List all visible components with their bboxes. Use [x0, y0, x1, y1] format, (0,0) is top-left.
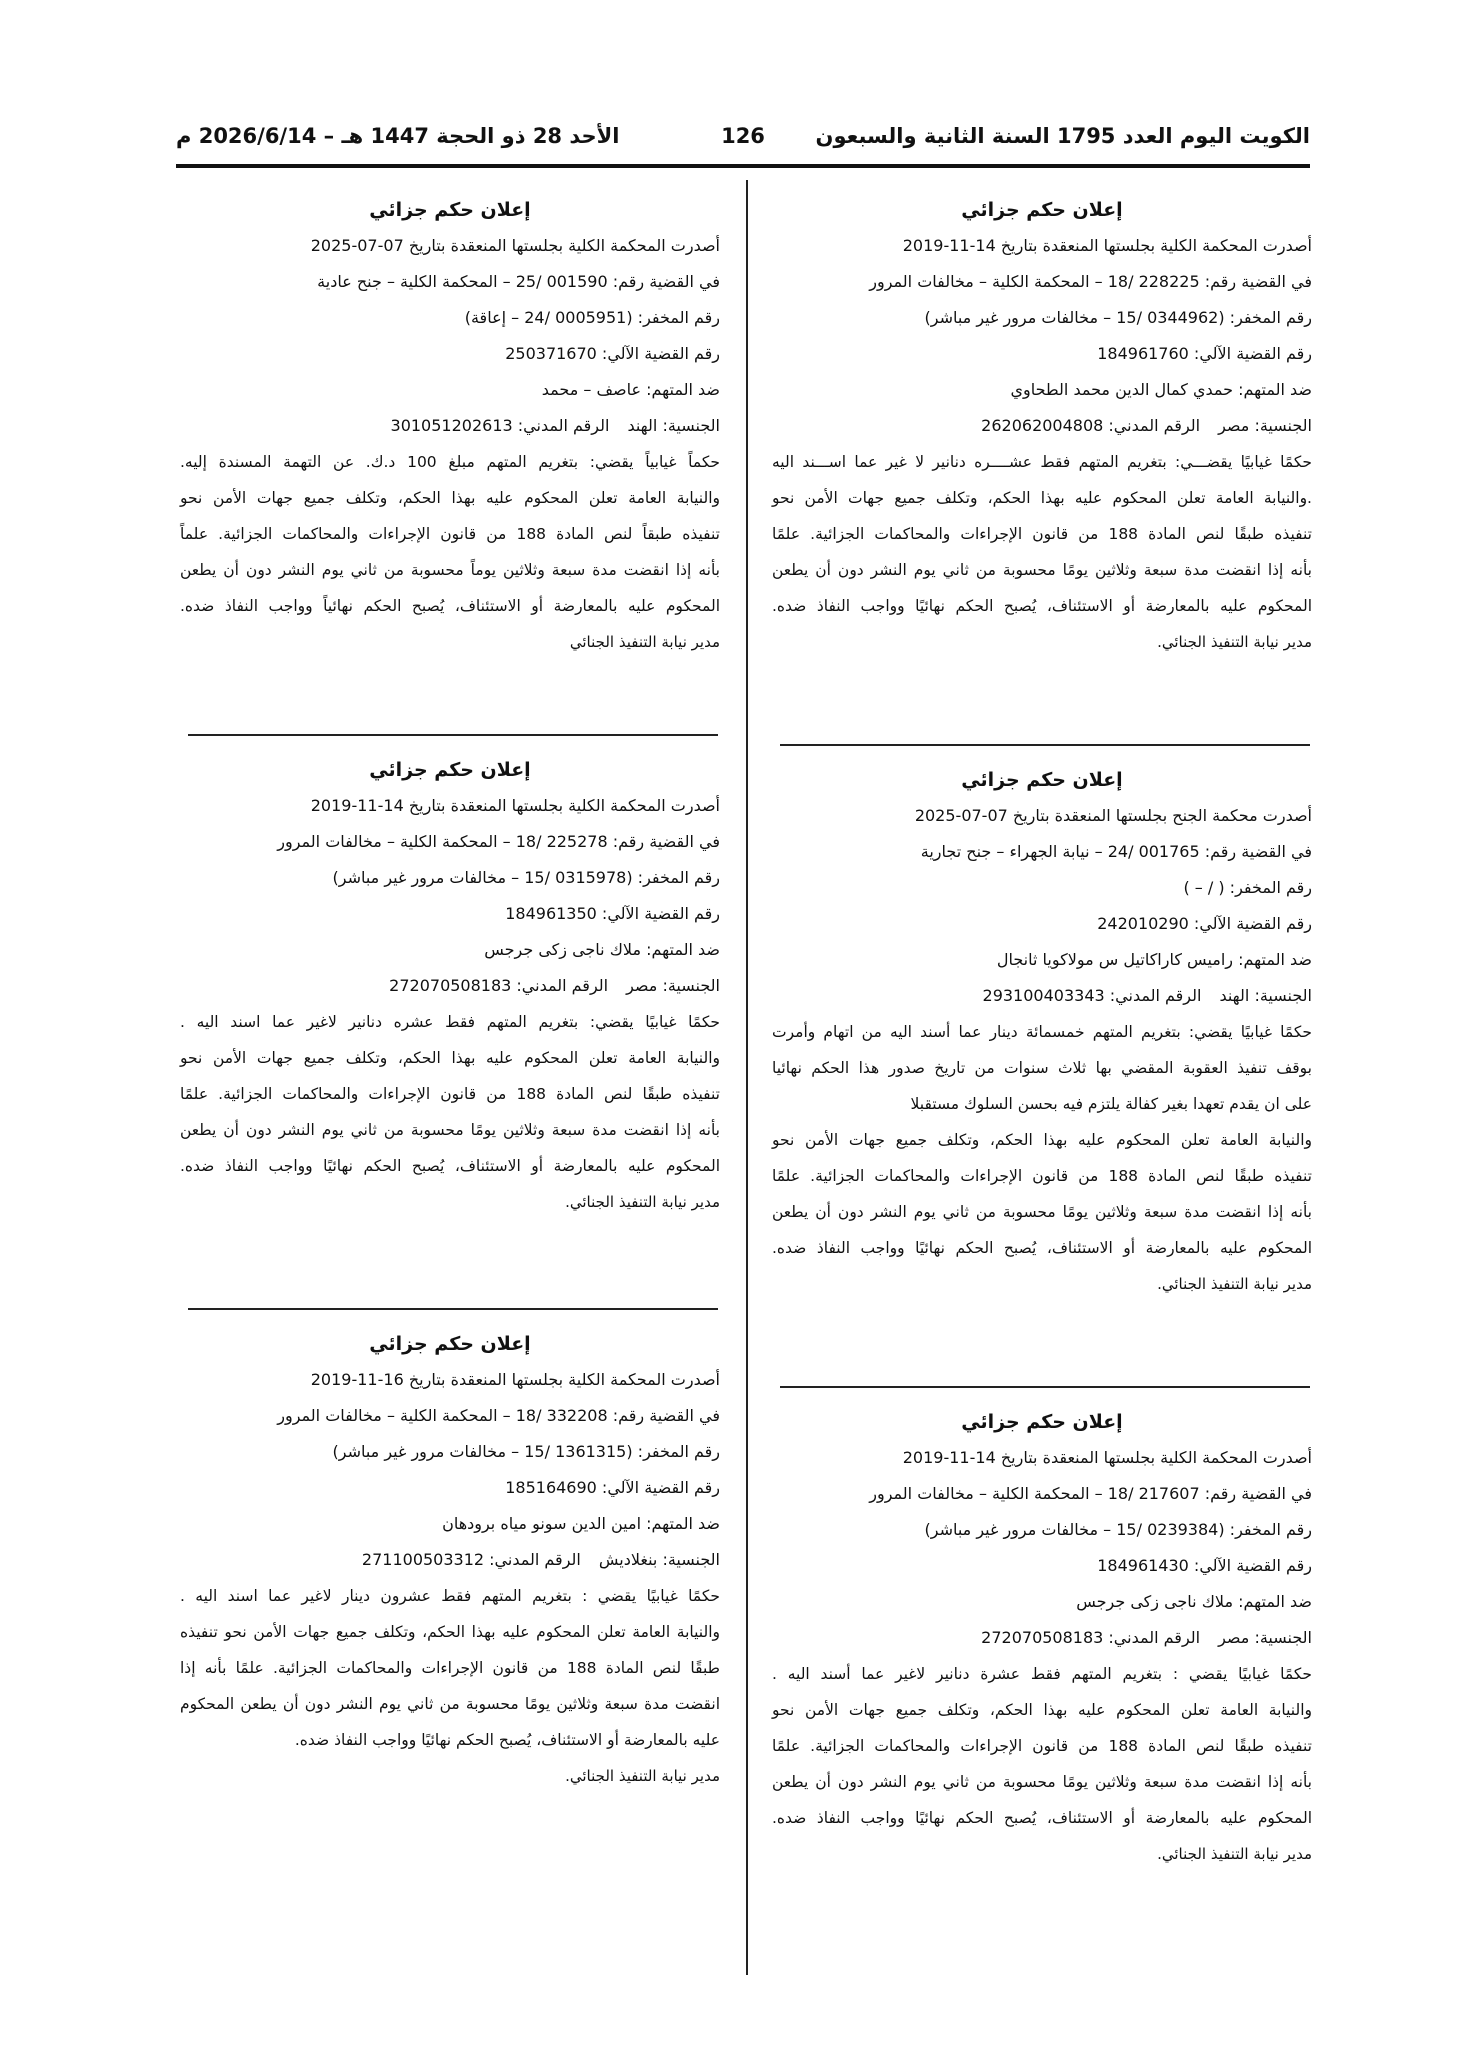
auto-number-line: رقم القضية الآلي: 184961430: [1097, 1556, 1312, 1575]
signature: مدير نيابة التنفيذ الجنائي.: [1157, 633, 1312, 651]
nationality: الجنسية: الهند: [1219, 986, 1312, 1005]
court-line: أصدرت المحكمة الكلية بجلستها المنعقدة بتاريخ 07-07-2025: [310, 236, 720, 255]
signature: مدير نيابة التنفيذ الجنائي.: [565, 1767, 720, 1785]
body-line: المحكوم عليه بالمعارضة أو الاستئناف، يُصبح الحكم نهائيًا وواجب النفاذ ضده.: [772, 1809, 1312, 1827]
body-line: انقضت مدة سبعة وثلاثين يومًا محسوبة من ثاني يوم النشر دون أن يطعن المحكوم: [180, 1695, 720, 1713]
body-line: حكمًا غيابيًا يقضي: بتغريم المتهم خمسمائة دينار عما أسند اليه من اتهام وأمرت: [772, 1023, 1312, 1041]
signature: مدير نيابة التنفيذ الجنائي.: [1157, 1845, 1312, 1863]
auto-number-line: رقم القضية الآلي: 242010290: [1097, 914, 1312, 933]
notice-right-1: [772, 192, 1312, 660]
nationality: الجنسية: مصر: [626, 976, 720, 995]
notice-title: إعلان حكم جزائي: [369, 199, 531, 221]
report-line: رقم المخفر: (0315978 /15 – مخالفات مرور غير مباشر): [332, 868, 720, 887]
body-line: تنفيذه طبقًا لنص المادة 188 من قانون الإجراءات والمحاكمات الجزائية. علمًا: [772, 1737, 1312, 1755]
body-line: .والنيابة العامة تعلن المحكوم عليه بهذا الحكم، وتكلف جميع جهات الأمن نحو: [772, 489, 1312, 507]
court-line: أصدرت المحكمة الكلية بجلستها المنعقدة بتاريخ 14-11-2019: [902, 236, 1312, 255]
body-line: تنفيذه طبقًا لنص المادة 188 من قانون الإجراءات والمحاكمات الجزائية. علمًا: [772, 1167, 1312, 1185]
body-line: تنفيذه طبقًا لنص المادة 188 من قانون الإجراءات والمحاكمات الجزائية. علمًا: [772, 525, 1312, 543]
court-line: أصدرت المحكمة الكلية بجلستها المنعقدة بتاريخ 16-11-2019: [310, 1370, 720, 1389]
body-line: والنيابة العامة تعلن المحكوم عليه بهذا الحكم، وتكلف جميع جهات الأمن نحو تنفيذه: [180, 1623, 720, 1641]
notice-title: إعلان حكم جزائي: [369, 759, 531, 781]
column-divider: [746, 180, 748, 1975]
notice-left-1: [180, 192, 720, 660]
accused-line: ضد المتهم: ملاك ناجى زكى جرجس: [484, 940, 720, 959]
body-line: حكمًا غيابيًا يقضي : بتغريم المتهم فقط عشرة دنانير لاغير عما أسند اليه .: [772, 1665, 1312, 1683]
civil-id: الرقم المدني: 272070508183: [981, 1628, 1201, 1647]
notice-separator: [188, 734, 718, 736]
body-line: حكماً غيابياً يقضي: بتغريم المتهم مبلغ 100 د.ك. عن التهمة المسندة إليه.: [180, 453, 721, 471]
body-line: حكمًا غيابيًا يقضي: بتغريم المتهم فقط عشره دنانير لاغير عما اسند اليه .: [180, 1013, 720, 1031]
body-line: حكمًا غيابيًا يقضـــي: بتغريم المتهم فقط عشــــره دنانير لا غير عما اســـند اليه: [772, 453, 1312, 471]
accused-line: ضد المتهم: عاصف – محمد: [541, 380, 720, 399]
body-line: بأنه إذا انقضت مدة سبعة وثلاثين يوماً محسوبة من ثاني يوم النشر دون أن يطعن: [180, 561, 720, 579]
body-line: والنيابة العامة تعلن المحكوم عليه بهذا الحكم، وتكلف جميع جهات الأمن نحو: [180, 489, 720, 507]
notice-left-2: [180, 752, 720, 1220]
court-line: أصدرت المحكمة الكلية بجلستها المنعقدة بتاريخ 14-11-2019: [902, 1448, 1312, 1467]
accused-line: ضد المتهم: امين الدين سونو مياه برودهان: [442, 1514, 720, 1533]
body-line: بأنه إذا انقضت مدة سبعة وثلاثين يومًا محسوبة من ثاني يوم النشر دون أن يطعن: [772, 1773, 1312, 1791]
court-line: أصدرت المحكمة الكلية بجلستها المنعقدة بتاريخ 14-11-2019: [310, 796, 720, 815]
civil-id: الرقم المدني: 272070508183: [389, 976, 609, 995]
body-line: بأنه إذا انقضت مدة سبعة وثلاثين يومًا محسوبة من ثاني يوم النشر دون أن يطعن: [772, 561, 1312, 579]
nationality-row: [772, 408, 1312, 444]
notice-separator: [780, 744, 1310, 746]
body-line: المحكوم عليه بالمعارضة أو الاستئناف، يُصبح الحكم نهائيًا وواجب النفاذ ضده.: [180, 1157, 720, 1175]
civil-id: الرقم المدني: 262062004808: [981, 416, 1201, 435]
notice-title: إعلان حكم جزائي: [369, 1333, 531, 1355]
notice-separator: [780, 1386, 1310, 1388]
case-line: في القضية رقم: 001590 /25 – المحكمة الكلية – جنح عادية: [317, 272, 720, 291]
notice-right-2: [772, 762, 1312, 1302]
case-line: في القضية رقم: 001765 /24 – نيابة الجهراء – جنح تجارية: [920, 842, 1312, 861]
body-line: بأنه إذا انقضت مدة سبعة وثلاثين يومًا محسوبة من ثاني يوم النشر دون أن يطعن: [772, 1203, 1312, 1221]
signature: مدير نيابة التنفيذ الجنائي.: [565, 1193, 720, 1211]
page-number: 126: [721, 124, 765, 148]
notice-left-3: [180, 1326, 720, 1794]
notice-separator: [188, 1308, 718, 1310]
auto-number-line: رقم القضية الآلي: 185164690: [505, 1478, 720, 1497]
report-line: رقم المخفر: (0005951 /24 – إعاقة): [464, 308, 720, 327]
body-line: تنفيذه طبقاً لنص المادة 188 من قانون الإجراءات والمحاكمات الجزائية. علماً: [180, 525, 720, 543]
report-line: رقم المخفر: (0344962 /15 – مخالفات مرور غير مباشر): [924, 308, 1312, 327]
issue-date: الأحد 28 ذو الحجة 1447 هـ – 2026/6/14 م: [176, 124, 620, 148]
nationality: الجنسية: بنغلاديش: [598, 1550, 720, 1569]
body-line: طبقًا لنص المادة 188 من قانون الإجراءات والمحاكمات الجزائية. علمًا بأنه إذا: [180, 1659, 720, 1677]
body-line: المحكوم عليه بالمعارضة أو الاستئناف، يُصبح الحكم نهائياً وواجب النفاذ ضده.: [180, 597, 720, 615]
body-line: على ان يقدم تعهدا بغير كفالة يلتزم فيه بحسن السلوك مستقبلا: [910, 1095, 1312, 1113]
body-line: بوقف تنفيذ العقوبة المقضي بها ثلاث سنوات من تاريخ صدور هذا الحكم نهائيا: [772, 1059, 1312, 1077]
body-line: والنيابة العامة تعلن المحكوم عليه بهذا الحكم، وتكلف جميع جهات الأمن نحو: [772, 1131, 1312, 1149]
case-line: في القضية رقم: 217607 /18 – المحكمة الكلية – مخالفات المرور: [869, 1484, 1312, 1503]
nationality-row: [180, 968, 720, 1004]
body-line: عليه بالمعارضة أو الاستئناف، يُصبح الحكم نهائيًا وواجب النفاذ ضده.: [294, 1731, 720, 1749]
notice-title: إعلان حكم جزائي: [961, 769, 1123, 791]
body-line: تنفيذه طبقًا لنص المادة 188 من قانون الإجراءات والمحاكمات الجزائية. علمًا: [180, 1085, 720, 1103]
page-header: [176, 118, 1310, 168]
body-line: حكمًا غيابيًا يقضي : بتغريم المتهم فقط عشرون دينار لاغير عما اسند اليه .: [180, 1587, 720, 1605]
nationality: الجنسية: مصر: [1218, 1628, 1312, 1647]
body-line: والنيابة العامة تعلن المحكوم عليه بهذا الحكم، وتكلف جميع جهات الأمن نحو: [772, 1701, 1312, 1719]
report-line: رقم المخفر: (0239384 /15 – مخالفات مرور غير مباشر): [924, 1520, 1312, 1539]
report-line: رقم المخفر: (1361315 /15 – مخالفات مرور غير مباشر): [332, 1442, 720, 1461]
auto-number-line: رقم القضية الآلي: 184961350: [505, 904, 720, 923]
civil-id: الرقم المدني: 271100503312: [361, 1550, 581, 1569]
notice-right-3: [772, 1404, 1312, 1872]
gazette-issue-info: الكويت اليوم العدد 1795 السنة الثانية والسبعون: [815, 124, 1310, 148]
body-line: والنيابة العامة تعلن المحكوم عليه بهذا الحكم، وتكلف جميع جهات الأمن نحو: [180, 1049, 720, 1067]
accused-line: ضد المتهم: ملاك ناجى زكى جرجس: [1076, 1592, 1312, 1611]
accused-line: ضد المتهم: حمدي كمال الدين محمد الطحاوي: [1010, 380, 1312, 399]
nationality-row: [180, 408, 720, 444]
signature: مدير نيابة التنفيذ الجنائي: [569, 633, 720, 651]
civil-id: الرقم المدني: 301051202613: [390, 416, 610, 435]
auto-number-line: رقم القضية الآلي: 250371670: [505, 344, 720, 363]
case-line: في القضية رقم: 332208 /18 – المحكمة الكلية – مخالفات المرور: [277, 1406, 720, 1425]
case-line: في القضية رقم: 228225 /18 – المحكمة الكلية – مخالفات المرور: [869, 272, 1312, 291]
nationality-row: [180, 1542, 720, 1578]
report-line: رقم المخفر: ( / – ): [1183, 878, 1312, 897]
notice-title: إعلان حكم جزائي: [961, 1411, 1123, 1433]
auto-number-line: رقم القضية الآلي: 184961760: [1097, 344, 1312, 363]
notice-title: إعلان حكم جزائي: [961, 199, 1123, 221]
nationality: الجنسية: الهند: [627, 416, 720, 435]
nationality-row: [772, 978, 1312, 1014]
body-line: المحكوم عليه بالمعارضة أو الاستئناف، يُصبح الحكم نهائيًا وواجب النفاذ ضده.: [772, 1239, 1312, 1257]
nationality: الجنسية: مصر: [1218, 416, 1312, 435]
civil-id: الرقم المدني: 293100403343: [982, 986, 1202, 1005]
signature: مدير نيابة التنفيذ الجنائي.: [1157, 1275, 1312, 1293]
case-line: في القضية رقم: 225278 /18 – المحكمة الكلية – مخالفات المرور: [277, 832, 720, 851]
court-line: أصدرت محكمة الجنح بجلستها المنعقدة بتاريخ 07-07-2025: [914, 806, 1312, 825]
body-line: المحكوم عليه بالمعارضة أو الاستئناف، يُصبح الحكم نهائيًا وواجب النفاذ ضده.: [772, 597, 1312, 615]
accused-line: ضد المتهم: راميس كاراكاتيل س مولاكويا ثانجال: [996, 950, 1312, 969]
nationality-row: [772, 1620, 1312, 1656]
body-line: بأنه إذا انقضت مدة سبعة وثلاثين يومًا محسوبة من ثاني يوم النشر دون أن يطعن: [180, 1121, 720, 1139]
